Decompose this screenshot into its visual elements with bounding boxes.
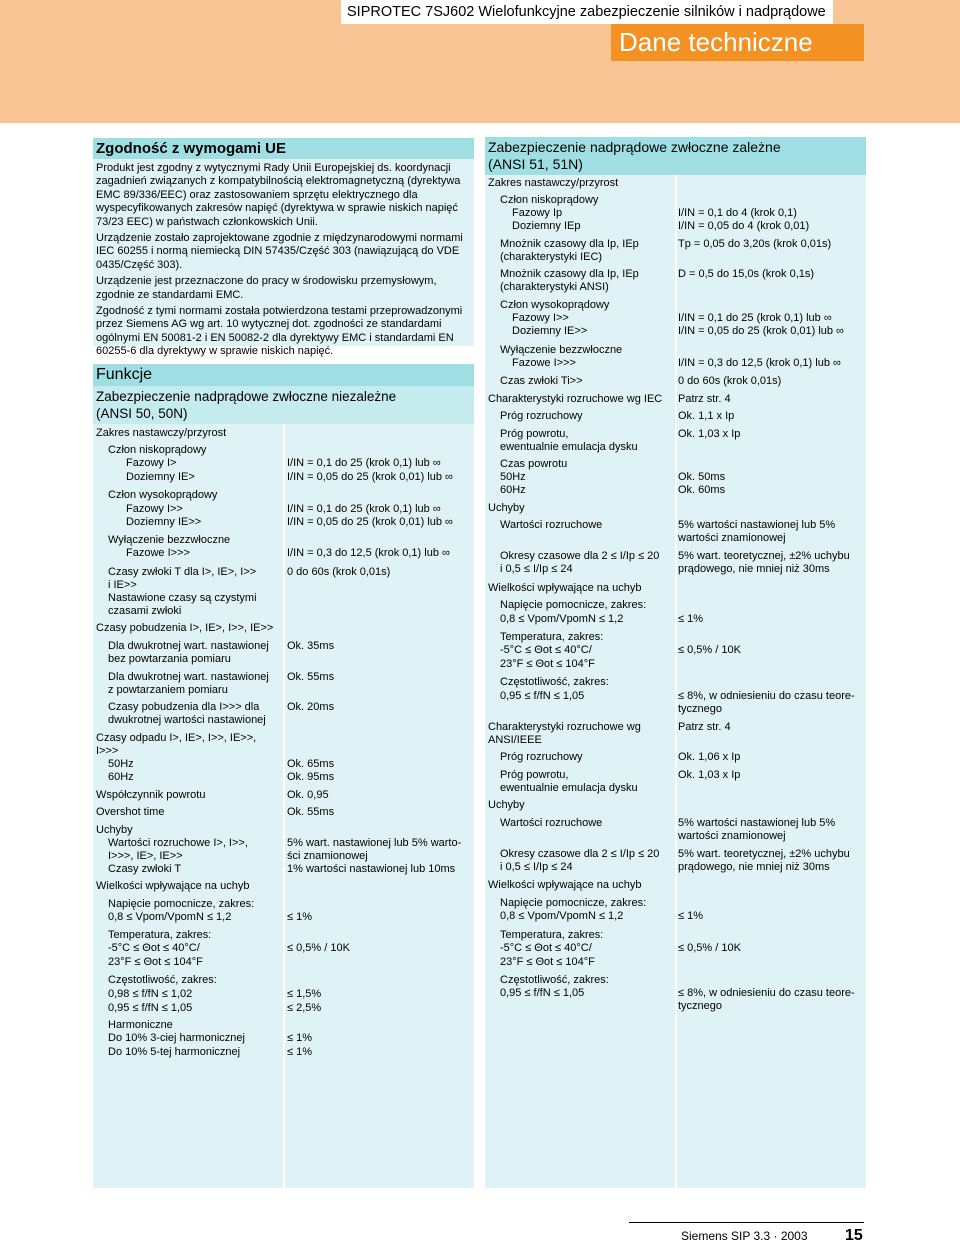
spec-row-text: wartości znamionowej [678, 532, 786, 544]
spec-row-text: ≤ 0,5% / 10K [287, 942, 350, 954]
spec-row-text: ≤ 1,5% [287, 988, 322, 1000]
spec-row-text: Zakres nastawczy/przyrost [488, 177, 619, 189]
spec-row-text: czasami zwłoki [108, 605, 182, 617]
spec-row-text: z powtarzaniem pomiaru [108, 684, 228, 696]
spec-row-text: Ok. 55ms [287, 806, 335, 818]
spec-row-text: Częstotliwość, zakres: [500, 974, 609, 986]
spec-row-text: 5% wartości nastawionej lub 5% [678, 519, 836, 531]
spec-row-text: Ok. 35ms [287, 640, 335, 652]
spec-row-text: ≤ 8%, w odniesieniu do czasu teore- [678, 987, 855, 999]
spec-row-text: Zakres nastawczy/przyrost [96, 427, 227, 439]
spec-row-text: Czasy pobudzenia I>, IE>, I>>, IE>> [96, 622, 274, 634]
spec-row-text: Próg rozruchowy [500, 410, 583, 422]
spec-row-text: 0 do 60s (krok 0,01s) [287, 566, 391, 578]
spec-row-text: Uchyby [488, 502, 525, 514]
spec-row-text: Doziemny IE>> [512, 325, 588, 337]
spec-row-text: Patrz str. 4 [678, 721, 731, 733]
spec-row-text: Charakterystyki rozruchowe wg [488, 721, 641, 733]
spec-row-text: Napięcie pomocnicze, zakres: [108, 898, 255, 910]
spec-row-text: Nastawione czasy są czystymi [108, 592, 257, 604]
spec-row-text: Częstotliwość, zakres: [108, 974, 217, 986]
compliance-text [96, 162, 472, 362]
spec-row-text: 0,8 ≤ Vpom/VpomN ≤ 1,2 [500, 613, 624, 625]
spec-row-text: ≤ 1% [678, 613, 703, 625]
spec-row-text: 0,98 ≤ f/fN ≤ 1,02 [108, 988, 193, 1000]
spec-row-text: Człon wysokoprądowy [500, 299, 610, 311]
compliance-title: Zgodność z wymogami UE [96, 140, 287, 157]
spec-row-text: Czas powrotu [500, 458, 568, 470]
spec-row-text: Fazowy I>> [126, 503, 183, 515]
spec-row-text: Ok. 50ms [678, 471, 726, 483]
spec-row-text: Fazowy I> [126, 457, 177, 469]
spec-row-text: 23°F ≤ Θot ≤ 104°F [500, 956, 595, 968]
spec-row-text: tycznego [678, 1000, 723, 1012]
spec-row-text: Ok. 0,95 [287, 789, 329, 801]
spec-row-text: I/IN = 0,3 do 12,5 (krok 0,1) lub ∞ [678, 357, 841, 369]
spec-row-text: Czasy pobudzenia dla I>>> dla [108, 701, 260, 713]
spec-row-text: prądowego, nie mniej niż 30ms [678, 563, 830, 575]
spec-row-text: Częstotliwość, zakres: [500, 676, 609, 688]
definite-time-title [96, 389, 396, 422]
spec-row-text: Człon niskoprądowy [500, 194, 599, 206]
spec-row-text: I/IN = 0,1 do 25 (krok 0,1) lub ∞ [678, 312, 832, 324]
spec-row-text: -5°C ≤ Θot ≤ 40°C/ [500, 942, 592, 954]
spec-row-text: 0,95 ≤ f/fN ≤ 1,05 [108, 1002, 193, 1014]
spec-row-text: dwukrotnej wartości nastawionej [108, 714, 266, 726]
spec-row-text: Mnożnik czasowy dla Ip, IEp [500, 238, 639, 250]
spec-row-text: Ok. 20ms [287, 701, 335, 713]
spec-row-text: Overshot time [96, 806, 165, 818]
spec-row-text: Czas zwłoki Ti>> [500, 375, 583, 387]
compliance-paragraph: Zgodność z tymi normami została potwierdzona testami przeprowadzonymi przez Siemens AG wg art. 10 wytycznej dot. zgodności ze standardami ogólnymi EN 50081-2 i EN 50082-2 dla dyrektywy EMC i standardami EN 60255-6 dla dyrektywy w sprawie niskich napięć. [96, 305, 463, 358]
spec-row-text: Wartości rozruchowe [500, 519, 603, 531]
column-separator [283, 424, 285, 1188]
spec-row-text: wartości znamionowej [678, 830, 786, 842]
spec-row-text: I/IN = 0,3 do 12,5 (krok 0,1) lub ∞ [287, 547, 450, 559]
spec-row-text: Harmoniczne [108, 1019, 173, 1031]
column-separator [675, 175, 677, 1188]
spec-row-text: Okresy czasowe dla 2 ≤ I/Ip ≤ 20 [500, 848, 660, 860]
spec-row-text: -5°C ≤ Θot ≤ 40°C/ [108, 942, 200, 954]
spec-row-text: Okresy czasowe dla 2 ≤ I/Ip ≤ 20 [500, 550, 660, 562]
footer-rule [629, 1222, 864, 1223]
spec-row-text: Do 10% 3-ciej harmonicznej [108, 1032, 245, 1044]
spec-row-text: (charakterystyki IEC) [500, 251, 603, 263]
spec-row-text: 5% wart. teoretycznej, ±2% uchybu [678, 550, 850, 562]
spec-row-text: Próg powrotu, [500, 769, 569, 781]
spec-row-text: Temperatura, zakres: [500, 929, 604, 941]
spec-row-text: Temperatura, zakres: [108, 929, 212, 941]
spec-row-text: D = 0,5 do 15,0s (krok 0,1s) [678, 268, 815, 280]
inverse-time-title-line: Zabezpieczenie nadprądowe zwłoczne zależne [488, 139, 781, 155]
spec-row-text: Próg powrotu, [500, 428, 569, 440]
spec-row-text: 23°F ≤ Θot ≤ 104°F [108, 956, 203, 968]
spec-row-text: ≤ 1% [678, 910, 703, 922]
spec-row-text: Ok. 65ms [287, 758, 335, 770]
spec-row-text: Doziemny IE>> [126, 516, 202, 528]
spec-row-text: Charakterystyki rozruchowe wg IEC [488, 393, 663, 405]
spec-row-text: I/IN = 0,05 do 25 (krok 0,01) lub ∞ [287, 516, 453, 528]
spec-row-text: Wielkości wpływające na uchyb [96, 880, 250, 892]
spec-row-text: ≤ 0,5% / 10K [678, 942, 741, 954]
spec-row-text: Wielkości wpływające na uchyb [488, 582, 642, 594]
spec-row-text: Patrz str. 4 [678, 393, 731, 405]
funkcje-title: Funkcje [96, 366, 153, 383]
spec-row-text: I/IN = 0,05 do 25 (krok 0,01) lub ∞ [678, 325, 844, 337]
spec-row-text: Ok. 60ms [678, 484, 726, 496]
spec-row-text: 50Hz [108, 758, 134, 770]
spec-row-text: I/IN = 0,1 do 4 (krok 0,1) [678, 207, 797, 219]
spec-row-text: Uchyby [96, 824, 133, 836]
spec-row-text: ści znamionowej [287, 850, 368, 862]
spec-row-text: Napięcie pomocnicze, zakres: [500, 897, 647, 909]
spec-row-text: Próg rozruchowy [500, 751, 583, 763]
spec-row-text: tycznego [678, 703, 723, 715]
spec-row-text: 0,8 ≤ Vpom/VpomN ≤ 1,2 [500, 910, 624, 922]
spec-row-text: Do 10% 5-tej harmonicznej [108, 1046, 241, 1058]
spec-row-text: 0,95 ≤ f/fN ≤ 1,05 [500, 690, 585, 702]
spec-row-text: ≤ 1% [287, 911, 312, 923]
spec-row-text: 5% wartości nastawionej lub 5% [678, 817, 836, 829]
spec-row-text: Uchyby [488, 799, 525, 811]
spec-row-text: Człon niskoprądowy [108, 444, 207, 456]
spec-row-text: Dla dwukrotnej wart. nastawionej [108, 671, 269, 683]
spec-row-text: i IE>> [108, 579, 137, 591]
inverse-time-title-line: (ANSI 51, 51N) [488, 155, 583, 172]
spec-row-text: Człon wysokoprądowy [108, 489, 218, 501]
spec-row-text: ≤ 2,5% [287, 1002, 322, 1014]
spec-row-text: 60Hz [500, 484, 526, 496]
compliance-paragraph: Urządzenie jest przeznaczone do pracy w środowisku przemysłowym, zgodnie ze standardami EMC. [96, 275, 437, 301]
spec-row-text: I>>> [96, 745, 119, 757]
spec-row-text: 0,8 ≤ Vpom/VpomN ≤ 1,2 [108, 911, 232, 923]
spec-row-text: Współczynnik powrotu [96, 789, 206, 801]
spec-row-text: i 0,5 ≤ I/Ip ≤ 24 [500, 861, 573, 873]
definite-time-title-line: Zabezpieczenie nadprądowe zwłoczne niezależne [96, 389, 397, 404]
spec-row-text: 0,95 ≤ f/fN ≤ 1,05 [500, 987, 585, 999]
spec-row-text: Ok. 1,03 x Ip [678, 769, 741, 781]
spec-row-text: ≤ 1% [287, 1046, 312, 1058]
spec-row-text: Ok. 1,06 x Ip [678, 751, 741, 763]
spec-row-text: Czasy odpadu I>, IE>, I>>, IE>>, [96, 732, 257, 744]
spec-row-text: I/IN = 0,1 do 25 (krok 0,1) lub ∞ [287, 503, 441, 515]
spec-row-text: 5% wart. teoretycznej, ±2% uchybu [678, 848, 850, 860]
spec-row-text: ≤ 1% [287, 1032, 312, 1044]
spec-row-text: Fazowe I>>> [126, 547, 190, 559]
compliance-paragraph: Urządzenie zostało zaprojektowane zgodnie z międzynarodowymi normami IEC 60255 i normą niemiecką DIN 57435/Część 303 (nawiązującą do VDE 0435/Część 303). [96, 232, 463, 271]
spec-row-text: Czasy zwłoki T [108, 863, 182, 875]
spec-row-text: Wielkości wpływające na uchyb [488, 879, 642, 891]
spec-row-text: ≤ 8%, w odniesieniu do czasu teore- [678, 690, 855, 702]
spec-row-text: -5°C ≤ Θot ≤ 40°C/ [500, 644, 592, 656]
spec-row-text: I>>>, IE>, IE>> [108, 850, 183, 862]
spec-row-text: Tp = 0,05 do 3,20s (krok 0,01s) [678, 238, 832, 250]
spec-row-text: Ok. 95ms [287, 771, 335, 783]
spec-row-text: Doziemny IE> [126, 471, 195, 483]
spec-row-text: 60Hz [108, 771, 134, 783]
spec-row-text: Dla dwukrotnej wart. nastawionej [108, 640, 269, 652]
inverse-time-title [488, 139, 781, 172]
spec-row-text: 5% wart. nastawionej lub 5% warto- [287, 837, 462, 849]
spec-row-text: bez powtarzania pomiaru [108, 653, 231, 665]
spec-row-text: 50Hz [500, 471, 526, 483]
spec-row-text: prądowego, nie mniej niż 30ms [678, 861, 830, 873]
page-number: 15 [845, 1227, 863, 1244]
spec-row-text: Fazowy Ip [512, 207, 563, 219]
spec-row-text: Wartości rozruchowe [500, 817, 603, 829]
spec-row-text: ANSI/IEEE [488, 734, 542, 746]
spec-row-text: I/IN = 0,05 do 25 (krok 0,01) lub ∞ [287, 471, 453, 483]
spec-row-text: ewentualnie emulacja dysku [500, 782, 638, 794]
spec-row-text: ≤ 0,5% / 10K [678, 644, 741, 656]
spec-row-text: Fazowe I>>> [512, 357, 576, 369]
compliance-paragraph: Produkt jest zgodny z wytycznymi Rady Unii Europejskiej ds. koordynacji zagadnień związanych z kompatybilnością elektromagnetyczną (dyrektywa EMC 89/336/EEC) oraz zastosowaniem sprzętu elektrycznego dla wyspecyfikowanych zakresów napięć (dyrektywa w sprawie niskich napięć 73/23 EEC) w państwach członkowskich Unii. [96, 162, 461, 228]
spec-row-text: Ok. 55ms [287, 671, 335, 683]
spec-row-text: Wyłączenie bezzwłoczne [108, 534, 231, 546]
spec-row-text: i 0,5 ≤ I/Ip ≤ 24 [500, 563, 573, 575]
footer-publisher: Siemens SIP 3.3 · 2003 [681, 1229, 808, 1243]
spec-row-text: 0 do 60s (krok 0,01s) [678, 375, 782, 387]
spec-row-text: 23°F ≤ Θot ≤ 104°F [500, 658, 595, 670]
spec-row-text: Wyłączenie bezzwłoczne [500, 344, 623, 356]
spec-row-text: Napięcie pomocnicze, zakres: [500, 599, 647, 611]
spec-row-text: Ok. 1,03 x Ip [678, 428, 741, 440]
section-title: Dane techniczne [611, 24, 864, 61]
spec-row-text: Temperatura, zakres: [500, 631, 604, 643]
spec-row-text: Ok. 1,1 x Ip [678, 410, 735, 422]
spec-row-text: I/IN = 0,05 do 4 (krok 0,01) [678, 220, 810, 232]
document-title: SIPROTEC 7SJ602 Wielofunkcyjne zabezpieczenie silników i nadprądowe [341, 0, 833, 24]
spec-row-text: (charakterystyki ANSI) [500, 281, 609, 293]
spec-row-text: 1% wartości nastawionej lub 10ms [287, 863, 456, 875]
spec-row-text: Doziemny IEp [512, 220, 581, 232]
spec-row-text: ewentualnie emulacja dysku [500, 441, 638, 453]
definite-time-title-line: (ANSI 50, 50N) [96, 405, 188, 421]
spec-row-text: Fazowy I>> [512, 312, 569, 324]
spec-row-text: Mnożnik czasowy dla Ip, IEp [500, 268, 639, 280]
spec-row-text: Wartości rozruchowe I>, I>>, [108, 837, 248, 849]
spec-row-text: Czasy zwłoki T dla I>, IE>, I>> [108, 566, 257, 578]
spec-row-text: I/IN = 0,1 do 25 (krok 0,1) lub ∞ [287, 457, 441, 469]
